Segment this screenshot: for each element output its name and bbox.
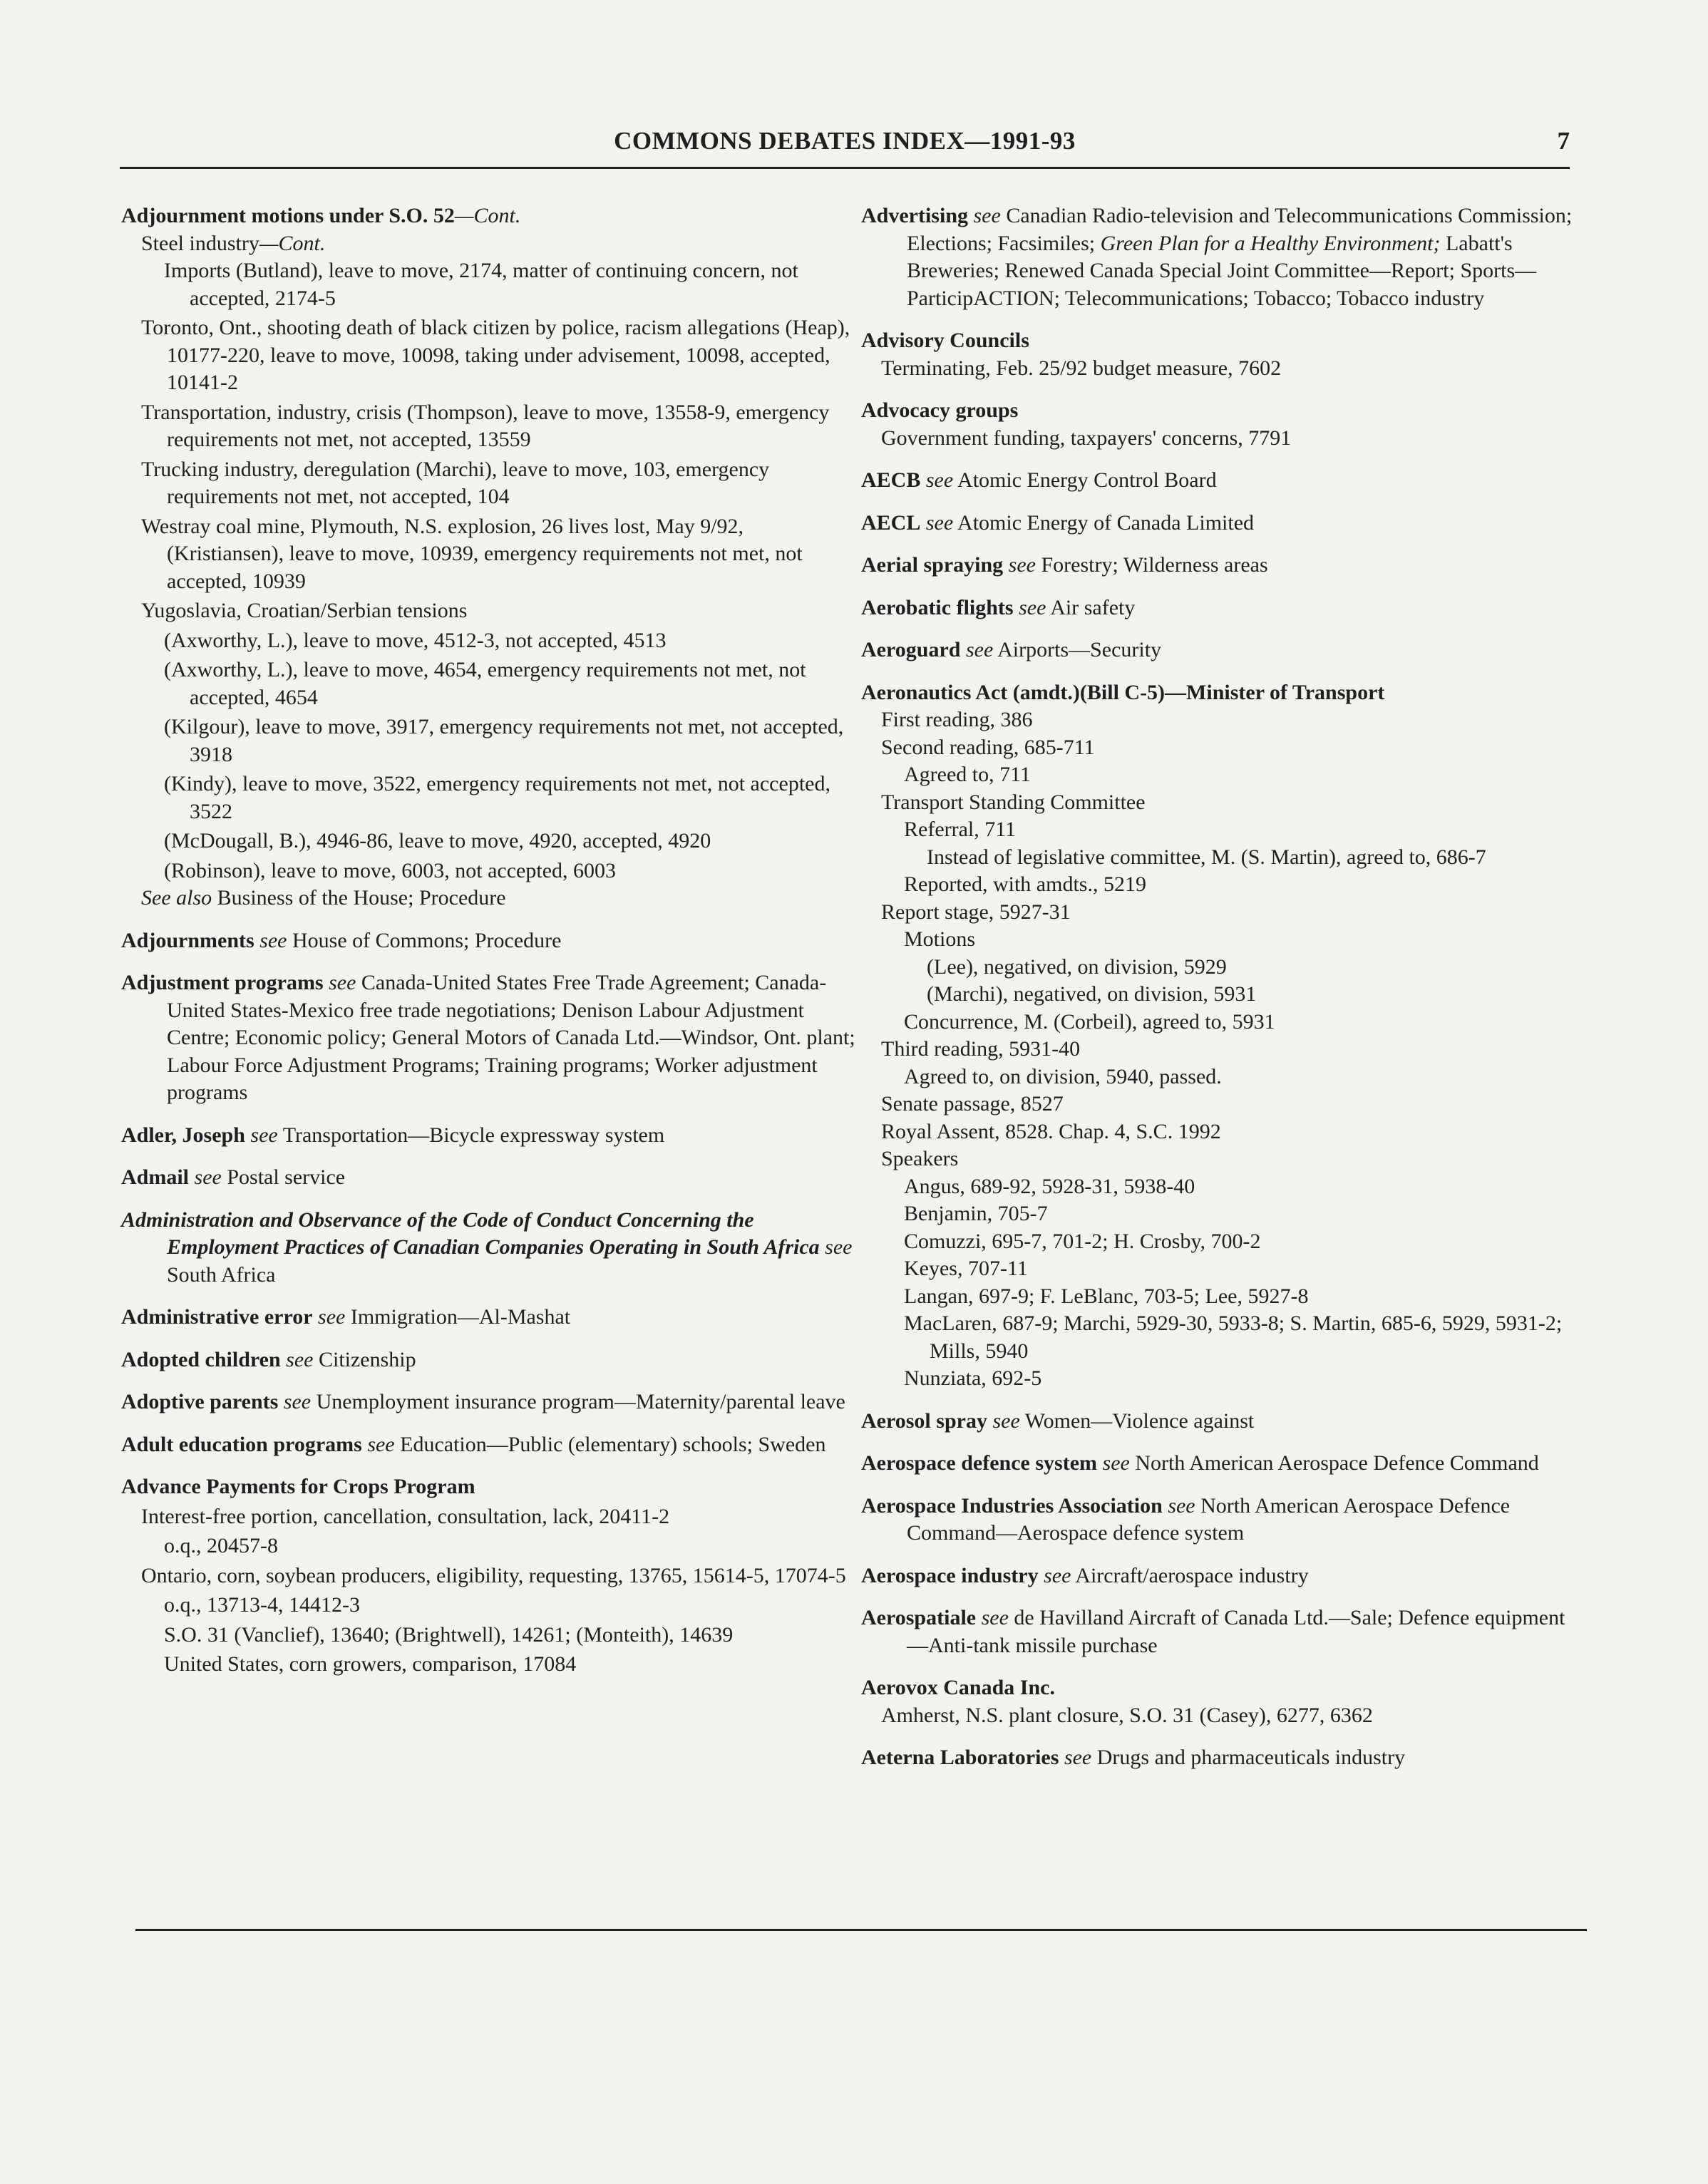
entry-headword: Aeronautics Act (amdt.)(Bill C-5)—Minister of Transport [861, 680, 1385, 704]
continued-label: —Cont. [454, 204, 521, 227]
index-entry: Adult education programs see Education—Public (elementary) schools; Sweden [121, 1432, 826, 1456]
subentry: MacLaren, 687-9; Marchi, 5929-30, 5933-8; S. Martin, 685-6, 5929, 5931-2; Mills, 5940 [904, 1312, 1563, 1363]
entry-headword: Aerosol spray [861, 1408, 987, 1433]
index-entry: Adler, Joseph see Transportation—Bicycle expressway system [121, 1123, 665, 1147]
index-entry: Administrative error see Immigration—Al-Mashat [121, 1305, 571, 1329]
entry-headword: Adopted children [121, 1347, 281, 1371]
subentry: Keyes, 707-11 [904, 1257, 1028, 1280]
subentry: (Kindy), leave to move, 3522, emergency requirements not met, not accepted, 3522 [164, 772, 830, 823]
entry-headword: Aerial spraying [861, 553, 1004, 577]
right-column [861, 202, 1574, 1787]
index-entry: Admail see Postal service [121, 1165, 346, 1189]
entry-headword: Adoptive parents [121, 1390, 279, 1413]
entry-headword: Adjustment programs [121, 971, 324, 994]
subentry: United States, corn growers, comparison, 17084 [164, 1652, 577, 1676]
entry-headword: Aerospace Industries Association [861, 1493, 1163, 1518]
entry-headword: Aerovox Canada Inc. [861, 1676, 1055, 1699]
footer-rule [135, 1929, 1587, 1931]
subentry: Referral, 711 [904, 818, 1017, 841]
subentry: o.q., 13713-4, 14412-3 [164, 1593, 360, 1617]
entry-headword: Advocacy groups [861, 398, 1019, 422]
entry-headword: Aeroguard [861, 638, 961, 661]
entry-headword: Aerospace industry [861, 1563, 1039, 1587]
subentry: Interest-free portion, cancellation, consultation, lack, 20411-2 [141, 1504, 670, 1528]
subentry: Royal Assent, 8528. Chap. 4, S.C. 1992 [881, 1119, 1221, 1143]
left-column [121, 202, 855, 1694]
index-entry: Aerosol spray see Women—Violence against [861, 1408, 1255, 1433]
subentry: Report stage, 5927-31 [881, 900, 1071, 924]
entry-headword: Advance Payments for Crops Program [121, 1475, 475, 1498]
index-entry [121, 1473, 855, 1679]
subentry: Senate passage, 8527 [881, 1092, 1064, 1116]
subentry: Yugoslavia, Croatian/Serbian tensions [141, 599, 468, 622]
index-entry: Adjournments see House of Commons; Procedure [121, 928, 562, 952]
entry-headword: Adjournments [121, 928, 254, 952]
subentry: (Marchi), negatived, on division, 5931 [927, 982, 1257, 1006]
subentry: Transportation, industry, crisis (Thompson), leave to move, 13558-9, emergency requirements not met, not accepted, 13559 [141, 400, 830, 451]
subentry: First reading, 386 [881, 708, 1033, 731]
index-entry: Adjustment programs see Canada-United States Free Trade Agreement; Canada-United States-Mexico free trade negotiations; Denison Labour Adjustment Centre; Economic policy; General Motors of Canada Ltd.—Windsor, Ont. plant; Labour Force Adjustment Programs; Training programs; Worker adjustment programs [121, 971, 855, 1104]
subentry: Trucking industry, deregulation (Marchi), leave to move, 103, emergency requirements not met, not accepted, 104 [141, 457, 770, 508]
subentry: Benjamin, 705-7 [904, 1202, 1048, 1225]
index-entry: Aeroguard see Airports—Security [861, 638, 1162, 661]
subentry: Imports (Butland), leave to move, 2174, matter of continuing concern, not accepted, 2174-5 [164, 259, 798, 310]
index-entry: Aeterna Laboratories see Drugs and pharmaceuticals industry [861, 1746, 1406, 1769]
subentry: S.O. 31 (Vanclief), 13640; (Brightwell), 14261; (Monteith), 14639 [164, 1622, 734, 1647]
subentry: Angus, 689-92, 5928-31, 5938-40 [904, 1174, 1195, 1198]
subentry: Instead of legislative committee, M. (S. Martin), agreed to, 686-7 [927, 845, 1486, 869]
subentry: (McDougall, B.), 4946-86, leave to move, 4920, accepted, 4920 [164, 829, 711, 853]
subentry: (Lee), negatived, on division, 5929 [927, 954, 1227, 979]
index-entry: AECB see Atomic Energy Control Board [861, 468, 1217, 492]
subentry: Government funding, taxpayers' concerns, 7791 [881, 426, 1292, 450]
subentry: Steel industry—Cont. [141, 231, 326, 255]
entry-headword: Aerobatic flights [861, 595, 1014, 619]
see-also-line: See also Business of the House; Procedure [141, 886, 506, 910]
header-rule [120, 167, 1570, 169]
subentry: Terminating, Feb. 25/92 budget measure, 7602 [881, 356, 1282, 380]
index-entry [121, 202, 855, 912]
index-entry: Administration and Observance of the Code of Conduct Concerning the Employment Practices of Canadian Companies Operating in South Africa see South Africa [121, 1207, 853, 1287]
entry-headword: Aerospatiale [861, 1606, 977, 1629]
entry-headword: Admail [121, 1165, 190, 1189]
index-entry: AECL see Atomic Energy of Canada Limited [861, 510, 1255, 535]
subentry: (Kilgour), leave to move, 3917, emergency requirements not met, not accepted, 3918 [164, 715, 844, 766]
entry-headword: Adjournment motions under S.O. 52 [121, 204, 455, 227]
subentry: o.q., 20457-8 [164, 1534, 278, 1557]
index-entry: Aerospace industry see Aircraft/aerospace industry [861, 1563, 1309, 1587]
subentry: Agreed to, on division, 5940, passed. [904, 1064, 1222, 1088]
page-header [120, 123, 1570, 165]
subentry: Reported, with amdts., 5219 [904, 872, 1146, 896]
subentry: Ontario, corn, soybean producers, eligibility, requesting, 13765, 15614-5, 17074-5 [141, 1563, 846, 1587]
index-entry: Adopted children see Citizenship [121, 1347, 416, 1371]
subentry: Westray coal mine, Plymouth, N.S. explosion, 26 lives lost, May 9/92, (Kristiansen), leave to move, 10939, emergency requirements not met, not accepted, 10939 [141, 514, 803, 593]
index-entry: Advertising see Canadian Radio-television and Telecommunications Commission; Elections; Facsimiles; Green Plan for a Healthy Environment; Labatt's Breweries; Renewed Canada Special Joint Committee—Report; Sports—ParticipACTION; Telecommunications; Tobacco; Tobacco industry [861, 204, 1573, 310]
subentry: Third reading, 5931-40 [881, 1037, 1081, 1061]
index-entry: Adoptive parents see Unemployment insurance program—Maternity/parental leave [121, 1390, 845, 1413]
entry-headword: Adler, Joseph [121, 1123, 245, 1147]
entry-headword: AECL [861, 510, 921, 535]
index-entry: Aerial spraying see Forestry; Wilderness areas [861, 553, 1268, 577]
subentry: Motions [904, 927, 976, 951]
entry-headword: AECB [861, 468, 921, 492]
index-entry: Aerobatic flights see Air safety [861, 595, 1136, 619]
page-number: 7 [1557, 127, 1570, 155]
subentry: Concurrence, M. (Corbeil), agreed to, 5931 [904, 1009, 1275, 1034]
subentry: Agreed to, 711 [904, 763, 1032, 786]
entry-headword: Aeterna Laboratories [861, 1746, 1059, 1769]
subentry: Second reading, 685-711 [881, 735, 1095, 759]
index-entry: Aerospatiale see de Havilland Aircraft of Canada Ltd.—Sale; Defence equipment—Anti-tank missile purchase [861, 1606, 1565, 1657]
subentry: Amherst, N.S. plant closure, S.O. 31 (Casey), 6277, 6362 [881, 1703, 1373, 1727]
subentry: Langan, 697-9; F. LeBlanc, 703-5; Lee, 5927-8 [904, 1284, 1309, 1308]
entry-headword: Advisory Councils [861, 329, 1029, 352]
entry-headword: Administration and Observance of the Code of Conduct Concerning the Employment Practices of Canadian Companies Operating in South Africa [121, 1207, 820, 1259]
subentry: Nunziata, 692-5 [904, 1366, 1042, 1390]
subentry: (Axworthy, L.), leave to move, 4512-3, not accepted, 4513 [164, 628, 667, 652]
entry-headword: Adult education programs [121, 1432, 362, 1456]
index-entry [861, 1674, 1574, 1729]
subentry: Speakers [881, 1147, 959, 1170]
index-entry: Aerospace Industries Association see North American Aerospace Defence Command—Aerospace defence system [861, 1493, 1511, 1545]
page-title: COMMONS DEBATES INDEX—1991-93 [614, 127, 1076, 155]
index-entry: Aerospace defence system see North American Aerospace Defence Command [861, 1451, 1539, 1475]
entry-headword: Advertising [861, 204, 968, 227]
index-entry [861, 397, 1574, 452]
subentry: (Robinson), leave to move, 6003, not accepted, 6003 [164, 858, 617, 882]
index-entry [861, 327, 1574, 382]
subentry: Toronto, Ont., shooting death of black citizen by police, racism allegations (Heap), 10177-220, leave to move, 10098, taking under advisement, 10098, accepted, 10141-2 [141, 316, 850, 394]
entry-headword: Aerospace defence system [861, 1451, 1098, 1475]
index-entry [861, 679, 1574, 1393]
entry-headword: Administrative error [121, 1305, 313, 1329]
subentry: Comuzzi, 695-7, 701-2; H. Crosby, 700-2 [904, 1229, 1261, 1253]
subentry: (Axworthy, L.), leave to move, 4654, emergency requirements not met, not accepted, 4654 [164, 658, 806, 709]
subentry: Transport Standing Committee [881, 790, 1146, 814]
